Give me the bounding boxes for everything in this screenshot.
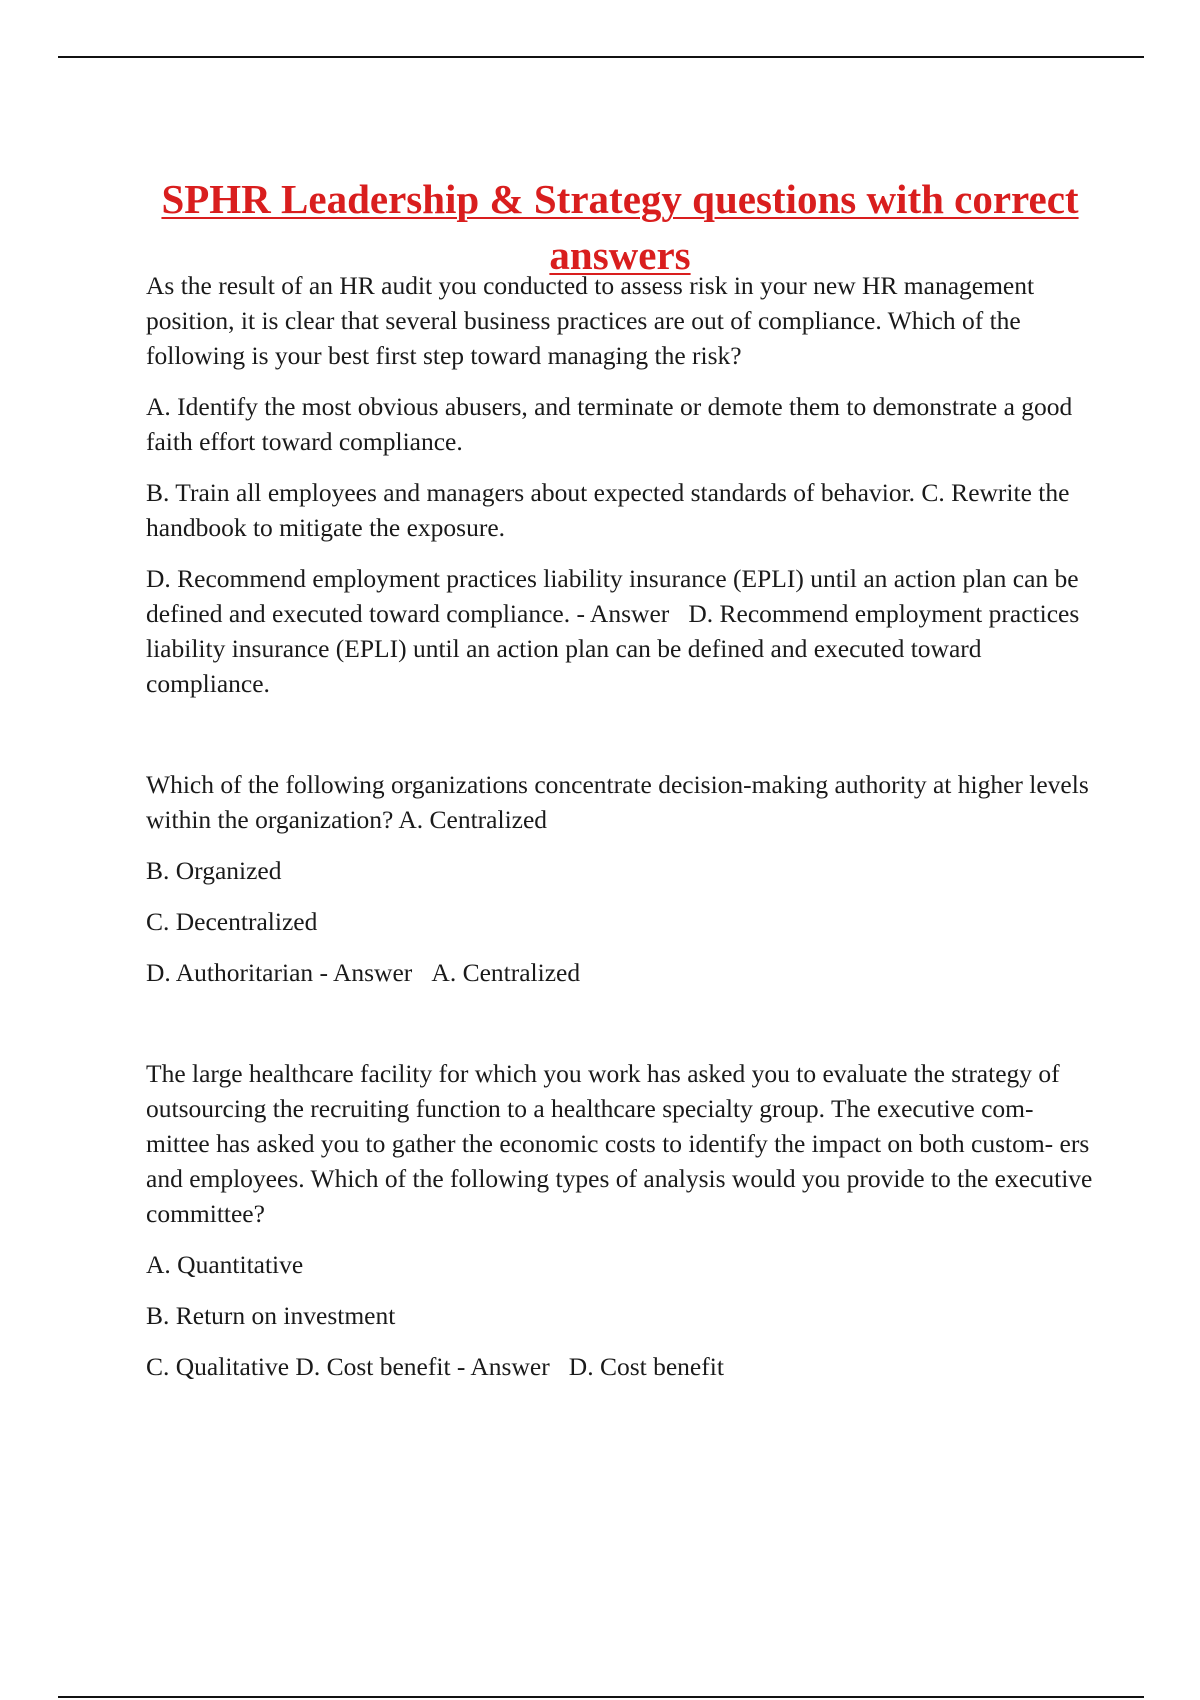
bottom-rule (58, 1696, 1144, 1698)
question-2-stem: Which of the following organizations concentrate decision-making authority at higher levels within the organization? A. Centralized (146, 770, 1089, 834)
question-2-option-c: C. Decentralized (146, 907, 318, 936)
top-rule (58, 56, 1144, 58)
question-1-option-a: A. Identify the most obvious abusers, and terminate or demote them to demonstrate a good faith effort toward compliance. (146, 392, 1073, 456)
question-3-stem: The large healthcare facility for which you work has asked you to evaluate the strategy of outsourcing the recruiting function to a healthcare specialty group. The executive com- mittee has asked you to gather the economic costs to identify the impact on both custom- ers and employees. Which of the following types of analysis would you provide to the executive committee? (146, 1059, 1093, 1228)
question-spacer (146, 1006, 1096, 1056)
question-1-option-b-c: B. Train all employees and managers about expected standards of behavior. C. Rewrite the handbook to mitigate the exposure. (146, 478, 1070, 542)
question-2-option-d-answer: D. Authoritarian - Answer A. Centralized (146, 958, 581, 987)
document-title: SPHR Leadership & Strategy questions with correct answers (161, 176, 1079, 279)
question-3-option-a: A. Quantitative (146, 1250, 304, 1279)
document-body (146, 268, 1096, 1400)
question-1-stem: As the result of an HR audit you conducted to assess risk in your new HR management position, it is clear that several business practices are out of compliance. Which of the following is your best first step toward managing the risk? (146, 271, 1035, 370)
question-3-option-c-d-answer: C. Qualitative D. Cost benefit - Answer D. Cost benefit (146, 1352, 724, 1381)
question-3-option-b: B. Return on investment (146, 1301, 396, 1330)
question-spacer (146, 717, 1096, 767)
question-1-option-d-answer: D. Recommend employment practices liability insurance (EPLI) until an action plan can be defined and executed toward compliance. - Answer D. Recommend employment practices liability insurance (EPLI) until an action plan can be defined and executed toward compliance. (146, 564, 1080, 698)
question-2-option-b: B. Organized (146, 856, 282, 885)
